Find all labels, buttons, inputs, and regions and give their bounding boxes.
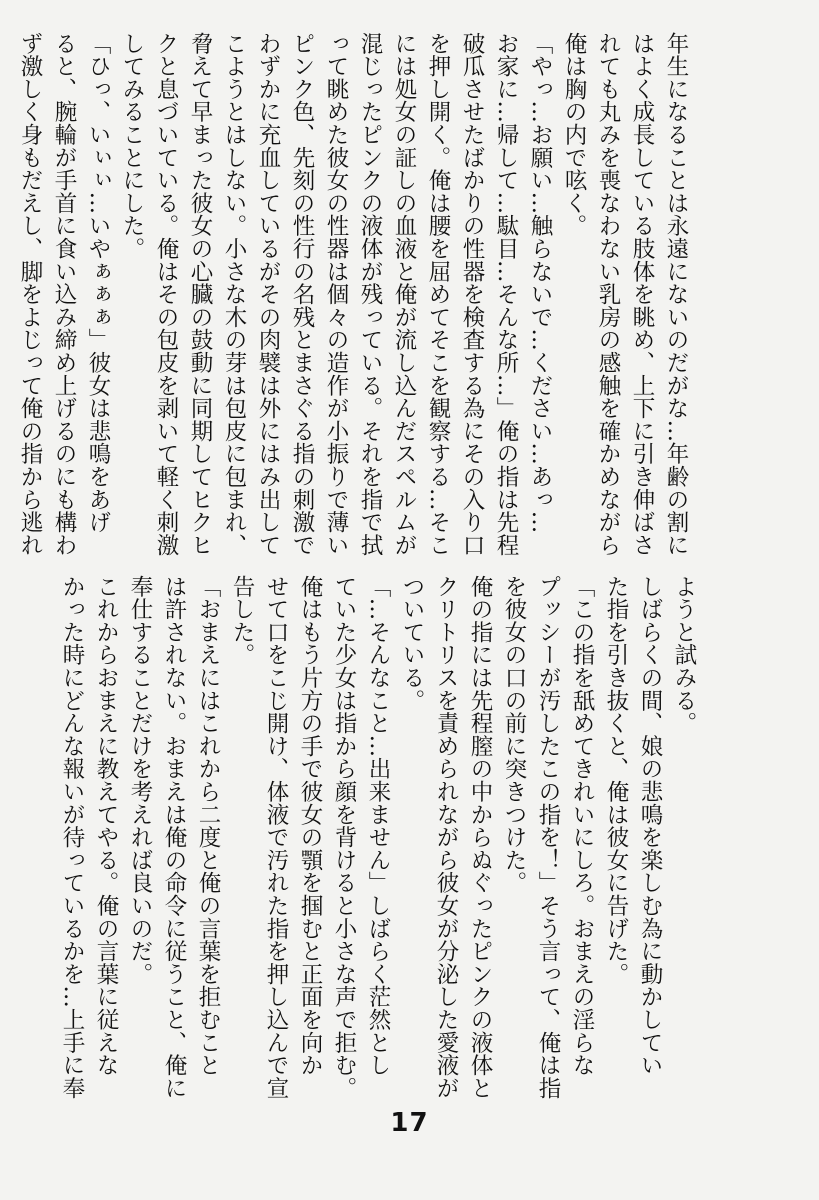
text-column: 破瓜させたばかりの性器を検査する為にその入り口 [459, 32, 485, 557]
text-column: わずかに充血しているがその肉襞は外にはみ出して [255, 32, 281, 557]
text-column: 奉仕することだけを考えれば良いのだ。 [127, 575, 153, 986]
text-column: た指を引き抜くと、俺は彼女に告げた。 [603, 575, 629, 986]
text-column: ようと試みる。 [671, 575, 697, 735]
text-column: 「ひっ、いぃぃ…いやぁぁぁ」彼女は悲鳴をあげ [85, 32, 111, 534]
text-column: これからおまえに教えてやる。俺の言葉に従えな [93, 575, 119, 1077]
text-column: 年生になることは永遠にないのだがな…年齢の割に [663, 32, 689, 557]
text-column: を彼女の口の前に突きつけた。 [501, 575, 527, 895]
text-column: れても丸みを喪なわない乳房の感触を確かめながら [595, 32, 621, 557]
text-column: ず激しく身もだえし、脚をよじって俺の指から逃れ [17, 32, 43, 557]
text-column: クと息づいている。俺はその包皮を剥いて軽く刺激 [153, 32, 179, 557]
bottom-text-block [59, 575, 701, 1100]
text-column: 俺の指には先程膣の中からぬぐったピンクの液体と [467, 575, 493, 1100]
text-column: はよく成長している肢体を眺め、上下に引き伸ばさ [629, 32, 655, 557]
text-column: ていた少女は指から顔を背けると小さな声で拒む。 [331, 575, 357, 1100]
text-column: 「おまえにはこれから二度と俺の言葉を拒むこと [195, 575, 221, 1077]
text-column: お家に…帰して…駄目…そんな所…」俺の指は先程 [493, 32, 519, 557]
text-column: には処女の証しの血液と俺が流し込んだスペルムが [391, 32, 417, 557]
text-column: プッシーが汚したこの指を！」そう言って、俺は指 [535, 575, 561, 1100]
text-column: かった時にどんな報いが待っているかを…上手に奉 [59, 575, 85, 1100]
text-column: してみることにした。 [119, 32, 145, 260]
text-column: 俺はもう片方の手で彼女の顎を掴むと正面を向か [297, 575, 323, 1077]
text-column: は許されない。おまえは俺の命令に従うこと、俺に [161, 575, 187, 1100]
text-column: ると、腕輪が手首に食い込み締め上げるのにも構わ [51, 32, 77, 557]
text-column: しばらくの間、娘の悲鳴を楽しむ為に動かしてい [637, 575, 663, 1077]
text-column: クリトリスを責められながら彼女が分泌した愛液が [433, 575, 459, 1100]
text-column: 俺は胸の内で呟く。 [561, 32, 587, 238]
text-column: を押し開く。俺は腰を屈めてそこを観察する…そこ [425, 32, 451, 557]
page-number: 17 [390, 1108, 429, 1138]
text-column: せて口をこじ開け、体液で汚れた指を押し込んで宣 [263, 575, 289, 1100]
text-column: 「…そんなこと…出来ません」しばらく茫然とし [365, 575, 391, 1077]
text-column: 「やっ…お願い…触らないで…ください…あっ… [527, 32, 553, 534]
text-column: 脅えて早まった彼女の心臓の鼓動に同期してヒクヒ [187, 32, 213, 557]
text-column: ピンク色、先刻の性行の名残とまさぐる指の刺激で [289, 32, 315, 557]
text-column: こようとはしない。小さな木の芽は包皮に包まれ、 [221, 32, 247, 557]
text-column: 告した。 [229, 575, 255, 667]
text-column: 「この指を舐めてきれいにしろ。おまえの淫らな [569, 575, 595, 1077]
top-text-block [17, 32, 693, 557]
text-column: って眺めた彼女の性器は個々の造作が小振りで薄い [323, 32, 349, 557]
text-column: ついている。 [399, 575, 425, 712]
text-column: 混じったピンクの液体が残っている。それを指で拭 [357, 32, 383, 557]
